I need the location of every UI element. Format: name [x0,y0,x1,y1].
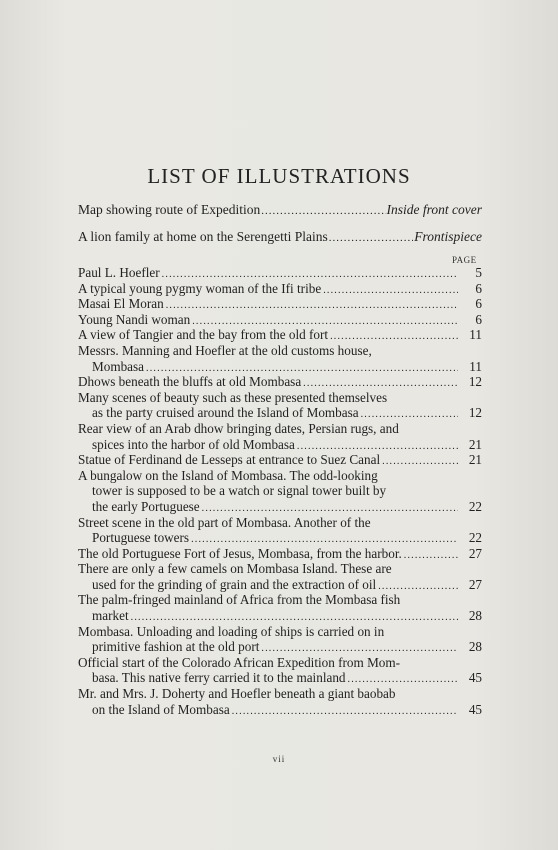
entry-caption-row [78,639,482,655]
entry-caption-line: on the Island of Mombasa [92,701,230,717]
entry-page-number: 12 [468,374,482,390]
entry-page-number: 6 [475,296,482,312]
list-item [78,390,482,421]
entry-caption-row [78,437,482,453]
entry-caption-row [78,670,482,686]
entry-caption-row [78,499,482,515]
front-matter-item [78,202,482,218]
entry-page-number: 21 [468,436,482,452]
entry-caption-line: Young Nandi woman [78,311,191,327]
entry-caption-line: market [92,608,129,624]
list-item [78,561,482,592]
entry-caption-row [78,359,482,375]
entry-caption-row [78,608,482,624]
entry-caption-line: A view of Tangier and the bay from the old fort [78,327,329,343]
entry-caption-line: A typical young pygmy woman of the Ifi tribe [78,280,322,296]
entry-caption-row [78,312,482,328]
entry-caption-line: Mombasa. Unloading and loading of ships is carried on in [78,623,385,639]
front-matter-page: Inside front cover [386,202,482,217]
entry-caption-line: Street scene in the old part of Mombasa. Another of the [78,514,371,530]
entry-caption-row [78,452,482,468]
entry-caption-row [78,530,482,546]
entry-caption-line: tower is supposed to be a watch or signal tower built by [92,483,387,499]
entry-page-number: 22 [468,530,482,546]
entry-page-number: 27 [468,576,482,592]
page-column-header: PAGE [452,255,477,265]
list-item [78,468,482,515]
entry-caption-line: Paul L. Hoefler [78,265,160,280]
entry-page-number: 6 [475,311,482,327]
entry-caption-row [78,281,482,297]
list-item [78,296,482,312]
entry-caption-row [78,405,482,421]
entry-caption-line: There are only a few camels on Mombasa Island. These are [78,561,392,577]
entry-page-number: 27 [468,545,482,561]
list-item [78,327,482,343]
leader-dots [261,205,385,217]
entry-caption-line: Official start of the Colorado African Expedition from Mom- [78,654,401,670]
entry-caption-line: used for the grinding of grain and the extraction of oil [92,576,377,592]
entry-page-number: 22 [468,498,482,514]
list-item [78,343,482,374]
front-matter-label: Map showing route of Expedition [78,202,261,217]
entry-page-number: 28 [468,639,482,655]
entry-page-number: 21 [468,452,482,468]
entry-caption-line: primitive fashion at the old port [92,639,260,655]
entry-caption-row [78,546,482,562]
entry-caption-line: basa. This native ferry carried it to the mainland [92,670,346,686]
front-matter-page: Frontispiece [414,229,482,244]
list-item [78,421,482,452]
entry-caption-line: Masai El Moran [78,296,164,312]
list-item [78,624,482,655]
entry-caption-line: Rear view of an Arab dhow bringing dates, Persian rugs, and [78,420,399,436]
entry-caption-line: Portuguese towers [92,530,190,546]
list-item [78,592,482,623]
entry-caption-row [78,265,482,281]
entry-caption-row [78,577,482,593]
page-title: LIST OF ILLUSTRATIONS [147,164,411,188]
entry-page-number: 5 [475,265,482,280]
entry-caption-row [78,296,482,312]
entry-caption-row [78,702,482,718]
entry-caption-line: as the party cruised around the Island of Mombasa [92,405,359,421]
entry-page-number: 11 [469,327,482,343]
front-matter-item [78,229,482,245]
list-item [78,655,482,686]
list-item [78,686,482,717]
list-item [78,452,482,468]
entry-caption-line: The old Portuguese Fort of Jesus, Mombasa, from the harbor. [78,545,402,561]
entry-page-number: 11 [469,358,482,374]
list-item [78,265,482,281]
entry-caption-line: Mombasa [92,358,145,374]
entry-caption-line: Statue of Ferdinand de Lesseps at entrance to Suez Canal [78,452,381,468]
entry-page-number: 6 [475,280,482,296]
entry-caption-line: spices into the harbor of old Mombasa [92,436,295,452]
list-item [78,312,482,328]
list-item [78,374,482,390]
illustrations-list [78,265,482,717]
list-item [78,515,482,546]
front-matter-label: A lion family at home on the Serengetti Plains [78,229,328,244]
entry-page-number: 12 [468,405,482,421]
page-number-footer: vii [272,754,286,764]
list-item [78,546,482,562]
entry-page-number: 28 [468,608,482,624]
entry-caption-line: Mr. and Mrs. J. Doherty and Hoefler beneath a giant baobab [78,686,396,702]
entry-caption-line: Messrs. Manning and Hoefler at the old customs house, [78,342,372,358]
entry-page-number: 45 [468,670,482,686]
entry-caption-line: Dhows beneath the bluffs at old Mombasa [78,374,302,390]
entry-caption-row [78,374,482,390]
list-item [78,281,482,297]
entry-caption-line: the early Portuguese [92,498,200,514]
entry-caption-line: A bungalow on the Island of Mombasa. The odd-looking [78,467,378,483]
entry-caption-line: Many scenes of beauty such as these presented themselves [78,389,388,405]
leader-dots [329,232,414,244]
entry-page-number: 45 [468,701,482,717]
entry-caption-line: The palm-fringed mainland of Africa from the Mombasa fish [78,592,401,608]
leader-dots [232,704,458,720]
entry-caption-row [78,327,482,343]
